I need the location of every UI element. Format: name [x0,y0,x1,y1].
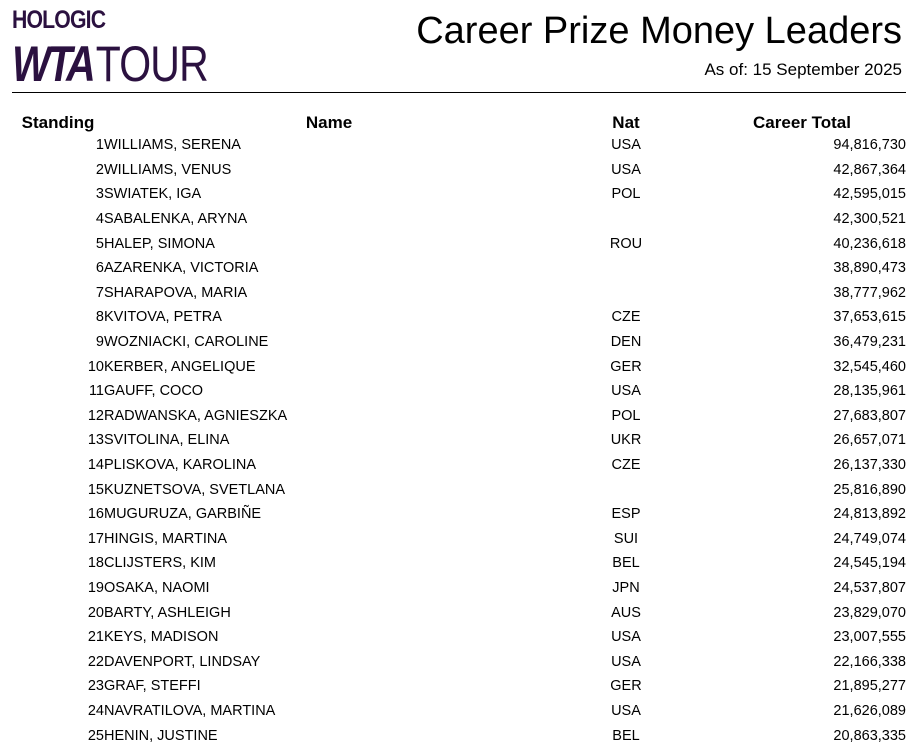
cell-standing: 17 [87,530,104,547]
column-header-total: Career Total [753,113,851,132]
cell-nat: JPN [612,579,640,596]
cell-standing: 9 [95,334,104,351]
cell-standing: 15 [87,481,104,498]
cell-nat [554,477,698,502]
logo-wordmark [12,36,208,92]
cell-career-total: 28,135,961 [833,383,906,400]
cell-nat: USA [611,137,641,154]
cell-name: SVITOLINA, ELINA [104,432,230,449]
cell-standing: 5 [95,235,104,252]
cell-nat: USA [611,653,641,670]
cell-nat: USA [611,702,641,719]
table-row [12,600,906,625]
cell-nat: GER [610,358,642,375]
header-divider [12,92,906,93]
cell-standing: 6 [95,260,104,277]
table-row [12,527,906,552]
cell-nat: USA [611,383,641,400]
cell-name: HALEP, SIMONA [104,235,215,252]
cell-career-total: 32,545,460 [833,358,906,375]
cell-name: SABALENKA, ARYNA [104,211,248,228]
cell-standing: 7 [95,284,104,301]
cell-career-total: 42,867,364 [833,161,906,178]
cell-nat: BEL [612,727,640,744]
cell-name: DAVENPORT, LINDSAY [104,653,261,670]
cell-career-total: 26,137,330 [833,457,906,474]
table-row [12,477,906,502]
logo-sponsor-text: HOLOGIC [12,6,106,34]
table-row [12,551,906,576]
table-row [12,576,906,601]
column-header-name: Name [305,113,353,132]
cell-name: KEYS, MADISON [104,629,219,646]
table-row [12,281,906,306]
cell-nat: SUI [613,530,639,547]
cell-nat: ESP [611,506,641,523]
cell-nat: POL [611,407,641,424]
cell-career-total: 38,890,473 [833,260,906,277]
cell-standing: 24 [87,702,104,719]
cell-career-total: 21,626,089 [833,702,906,719]
column-header-nat: Nat [612,113,640,132]
table-row [12,674,906,699]
table-body [12,133,906,748]
cell-name: SWIATEK, IGA [104,186,202,203]
cell-career-total: 37,653,615 [833,309,906,326]
cell-standing: 20 [87,604,104,621]
cell-nat [554,281,698,306]
table-row [12,330,906,355]
cell-standing: 23 [87,678,104,695]
cell-name: OSAKA, NAOMI [104,579,210,596]
cell-nat: CZE [611,309,641,326]
cell-standing: 25 [87,727,104,744]
cell-standing: 18 [87,555,104,572]
cell-career-total: 22,166,338 [833,653,906,670]
cell-career-total: 27,683,807 [833,407,906,424]
table-row [12,428,906,453]
cell-name: MUGURUZA, GARBIÑE [104,506,262,523]
cell-career-total: 40,236,618 [833,235,906,252]
cell-nat: GER [610,678,642,695]
cell-nat: UKR [610,432,642,449]
cell-standing: 22 [87,653,104,670]
cell-career-total: 94,816,730 [833,137,906,154]
cell-career-total: 42,300,521 [833,211,906,228]
cell-name: PLISKOVA, KAROLINA [104,457,257,474]
cell-standing: 4 [95,211,104,228]
table-row [12,182,906,207]
cell-career-total: 21,895,277 [833,678,906,695]
table-row [12,453,906,478]
cell-name: GRAF, STEFFI [104,678,201,695]
cell-standing: 8 [95,309,104,326]
cell-career-total: 20,863,335 [833,727,906,744]
cell-career-total: 25,816,890 [833,481,906,498]
cell-standing: 12 [87,407,104,424]
table-row [12,207,906,232]
table-row [12,649,906,674]
cell-career-total: 24,545,194 [833,555,906,572]
table-row [12,354,906,379]
cell-standing: 21 [87,629,104,646]
cell-name: NAVRATILOVA, MARTINA [104,702,276,719]
cell-nat: DEN [610,334,642,351]
cell-standing: 10 [87,358,104,375]
table-row [12,723,906,748]
cell-standing: 1 [95,137,104,154]
table-row [12,502,906,527]
table-row [12,379,906,404]
cell-nat [554,256,698,281]
cell-name: AZARENKA, VICTORIA [104,260,259,277]
cell-standing: 13 [87,432,104,449]
table-header-row [12,111,906,133]
table-row [12,699,906,724]
cell-name: BARTY, ASHLEIGH [104,604,231,621]
cell-career-total: 36,479,231 [833,334,906,351]
logo-wta-text: WTA [12,36,93,92]
cell-career-total: 24,537,807 [833,579,906,596]
cell-name: KVITOVA, PETRA [104,309,222,326]
cell-nat: USA [611,161,641,178]
cell-career-total: 23,829,070 [833,604,906,621]
cell-nat: AUS [611,604,641,621]
cell-standing: 19 [87,579,104,596]
table-row [12,256,906,281]
table-row [12,133,906,158]
cell-name: KERBER, ANGELIQUE [104,358,256,375]
cell-nat [554,207,698,232]
cell-career-total: 38,777,962 [833,284,906,301]
cell-standing: 11 [88,383,104,400]
cell-nat: ROU [609,235,643,252]
cell-career-total: 24,813,892 [833,506,906,523]
cell-career-total: 24,749,074 [833,530,906,547]
cell-name: KUZNETSOVA, SVETLANA [104,481,286,498]
cell-standing: 16 [87,506,104,523]
cell-name: WILLIAMS, SERENA [104,137,241,154]
prize-money-table [12,111,906,748]
cell-nat: USA [611,629,641,646]
cell-nat: CZE [611,457,641,474]
table-row [12,404,906,429]
cell-name: CLIJSTERS, KIM [104,555,216,572]
cell-career-total: 23,007,555 [833,629,906,646]
column-header-standing: Standing [21,113,95,132]
table-row [12,231,906,256]
cell-name: HINGIS, MARTINA [104,530,227,547]
cell-standing: 3 [95,186,104,203]
table-row [12,625,906,650]
cell-nat: BEL [612,555,640,572]
cell-name: HENIN, JUSTINE [104,727,218,744]
table-row [12,158,906,183]
cell-nat: POL [611,186,641,203]
cell-standing: 2 [95,161,104,178]
cell-standing: 14 [87,457,104,474]
cell-career-total: 42,595,015 [833,186,906,203]
report-title: Career Prize Money Leaders [416,10,902,52]
wta-logo [12,6,208,92]
cell-name: WILLIAMS, VENUS [104,161,232,178]
cell-career-total: 26,657,071 [833,432,906,449]
table-row [12,305,906,330]
cell-name: RADWANSKA, AGNIESZKA [104,407,288,424]
cell-name: SHARAPOVA, MARIA [104,284,248,301]
cell-name: GAUFF, COCO [104,383,204,400]
cell-name: WOZNIACKI, CAROLINE [104,334,269,351]
report-date: As of: 15 September 2025 [704,60,902,79]
logo-tour-text: TOUR [95,36,208,92]
